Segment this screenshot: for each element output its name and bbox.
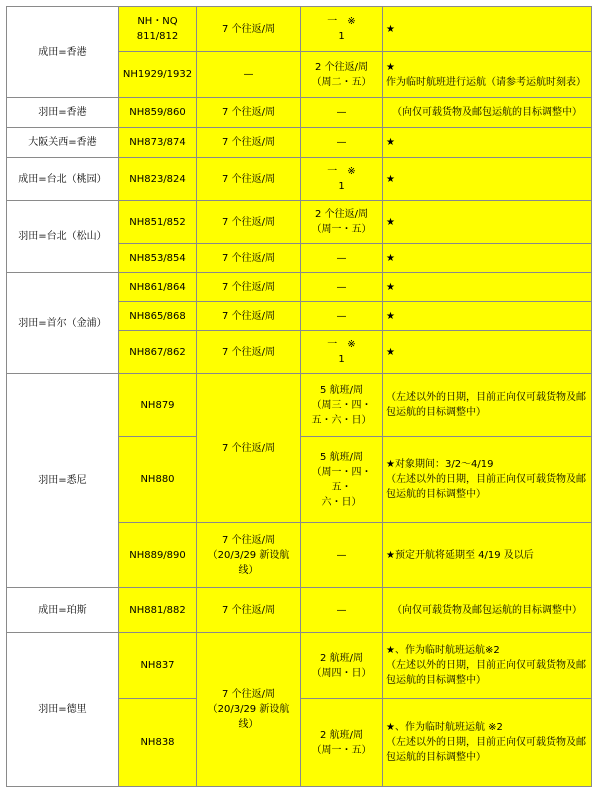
reduced-frequency-cell: [301, 633, 383, 699]
frequency-cell: [197, 633, 301, 787]
reduced-frequency-cell: [301, 52, 383, 98]
flight-number-cell: NH851/852: [119, 201, 197, 244]
note-cell: [383, 374, 592, 437]
reduced-line: （周一・五）: [311, 744, 372, 756]
note-cell: （向仅可载货物及邮包运航的目标调整中）: [383, 588, 592, 633]
note-cell: [383, 633, 592, 699]
reduced-line: 2 个往返/周: [315, 61, 368, 73]
frequency-line: （20/3/29 新设航: [207, 549, 290, 561]
reduced-line: 1: [338, 354, 345, 365]
route-cell: 羽田=德里: [7, 633, 119, 787]
note-line: ★: [386, 61, 395, 73]
table-row: [7, 633, 592, 699]
note-cell: ★: [383, 244, 592, 273]
note-line: 作为临时航班进行运航（请参考运航时刻表）: [386, 76, 586, 88]
reduced-frequency-cell: [301, 699, 383, 787]
reduced-frequency-cell: —: [301, 302, 383, 331]
reduced-line: 一 ※: [327, 166, 356, 177]
reduced-line: 2 个往返/周: [315, 209, 368, 220]
flight-number-cell: NH823/824: [119, 158, 197, 201]
note-line: 包运航的目标调整中）: [386, 675, 486, 686]
route-cell: 羽田=悉尼: [7, 374, 119, 588]
note-line: ★对象期间：3/2～4/19: [386, 459, 494, 470]
reduced-line: 五・六・日）: [311, 414, 372, 426]
note-cell: ★: [383, 331, 592, 374]
table-row: [7, 201, 592, 244]
note-line: ★、作为临时航班运航 ※2: [386, 722, 503, 733]
reduced-line: 5 航班/周: [320, 384, 363, 396]
reduced-frequency-cell: —: [301, 588, 383, 633]
flight-number-cell: NH861/864: [119, 273, 197, 302]
table-row: [7, 98, 592, 128]
note-cell: ★: [383, 128, 592, 158]
flight-number-cell: NH853/854: [119, 244, 197, 273]
frequency-cell: 7 个往返/周: [197, 588, 301, 633]
flight-number-cell: NH879: [119, 374, 197, 437]
reduced-line: （周二・五）: [311, 76, 372, 88]
reduced-frequency-cell: —: [301, 273, 383, 302]
table-row: [7, 588, 592, 633]
frequency-line: 7 个往返/周: [222, 689, 275, 700]
reduced-frequency-cell: [301, 374, 383, 437]
note-cell: ★: [383, 158, 592, 201]
flight-number-cell: NH838: [119, 699, 197, 787]
frequency-cell: 7 个往返/周: [197, 158, 301, 201]
flight-number-cell: [119, 7, 197, 52]
frequency-line: 线）: [238, 719, 259, 730]
note-cell: ★: [383, 273, 592, 302]
flight-number-cell: NH881/882: [119, 588, 197, 633]
table-row: [7, 374, 592, 437]
flight-number-line: 811/812: [136, 31, 179, 42]
reduced-line: （周一・四・: [311, 466, 372, 478]
note-cell: [383, 437, 592, 523]
route-cell: 羽田=首尔（金浦）: [7, 273, 119, 374]
reduced-line: 五・: [331, 481, 352, 493]
route-cell: 成田=台北（桃园）: [7, 158, 119, 201]
reduced-frequency-cell: —: [301, 523, 383, 588]
flight-number-cell: NH865/868: [119, 302, 197, 331]
note-line: 包运航的目标调整中）: [386, 407, 486, 418]
note-line: （左述以外的日期，目前正向仅可载货物及邮: [386, 660, 586, 671]
note-line: （左述以外的日期，目前正向仅可载货物及邮: [386, 474, 586, 485]
frequency-cell: [197, 523, 301, 588]
table-row: [7, 128, 592, 158]
flight-number-cell: NH889/890: [119, 523, 197, 588]
note-cell: （向仅可载货物及邮包运航的目标调整中）: [383, 98, 592, 128]
reduced-line: 1: [338, 181, 345, 192]
route-cell: 羽田=香港: [7, 98, 119, 128]
note-cell: [383, 52, 592, 98]
frequency-line: 线）: [238, 564, 259, 576]
frequency-cell: 7 个往返/周: [197, 201, 301, 244]
flight-number-cell: NH867/862: [119, 331, 197, 374]
reduced-frequency-cell: [301, 331, 383, 374]
flight-number-cell: NH873/874: [119, 128, 197, 158]
note-line: （左述以外的日期，目前正向仅可载货物及邮: [386, 392, 586, 403]
reduced-line: 2 航班/周: [320, 652, 363, 664]
flight-number-cell: NH859/860: [119, 98, 197, 128]
frequency-cell: 7 个往返/周: [197, 331, 301, 374]
reduced-line: 一 ※: [327, 339, 356, 350]
note-cell: ★: [383, 7, 592, 52]
flight-number-cell: NH880: [119, 437, 197, 523]
reduced-line: 六・日）: [321, 496, 362, 508]
reduced-frequency-cell: [301, 158, 383, 201]
frequency-cell: 7 个往返/周: [197, 374, 301, 523]
note-cell: ★: [383, 302, 592, 331]
reduced-line: 1: [338, 31, 345, 42]
frequency-cell: 7 个往返/周: [197, 273, 301, 302]
table-row: [7, 273, 592, 302]
reduced-line: 5 航班/周: [320, 451, 363, 463]
frequency-line: 7 个往返/周: [222, 534, 275, 546]
frequency-cell: 7 个往返/周: [197, 128, 301, 158]
table-row: [7, 7, 592, 52]
reduced-frequency-cell: —: [301, 244, 383, 273]
reduced-line: （周四・日）: [311, 667, 372, 679]
reduced-line: （周一・五）: [311, 224, 372, 235]
frequency-line: （20/3/29 新设航: [207, 704, 290, 715]
route-cell: 成田=香港: [7, 7, 119, 98]
reduced-line: （周三・四・: [311, 399, 372, 411]
table-row: [7, 158, 592, 201]
flight-number-cell: NH1929/1932: [119, 52, 197, 98]
note-cell: ★预定开航将延期至 4/19 及以后: [383, 523, 592, 588]
reduced-line: 一 ※: [327, 16, 356, 27]
note-line: 包运航的目标调整中）: [386, 752, 486, 763]
note-line: 包运航的目标调整中）: [386, 489, 486, 500]
note-line: ★、作为临时航班运航※2: [386, 645, 500, 656]
flight-number-cell: NH837: [119, 633, 197, 699]
reduced-line: 2 航班/周: [320, 729, 363, 741]
flight-number-line: NH・NQ: [137, 16, 178, 27]
frequency-cell: —: [197, 52, 301, 98]
reduced-frequency-cell: —: [301, 98, 383, 128]
note-cell: ★: [383, 201, 592, 244]
flight-schedule-table: [6, 6, 592, 787]
reduced-frequency-cell: [301, 201, 383, 244]
frequency-cell: 7 个往返/周: [197, 244, 301, 273]
frequency-cell: 7 个往返/周: [197, 302, 301, 331]
route-cell: 羽田=台北（松山）: [7, 201, 119, 273]
reduced-frequency-cell: —: [301, 128, 383, 158]
note-cell: [383, 699, 592, 787]
reduced-frequency-cell: [301, 437, 383, 523]
route-cell: 成田=珀斯: [7, 588, 119, 633]
reduced-frequency-cell: [301, 7, 383, 52]
note-line: （左述以外的日期，目前正向仅可载货物及邮: [386, 737, 586, 748]
frequency-cell: 7 个往返/周: [197, 7, 301, 52]
route-cell: 大阪关西=香港: [7, 128, 119, 158]
frequency-cell: 7 个往返/周: [197, 98, 301, 128]
